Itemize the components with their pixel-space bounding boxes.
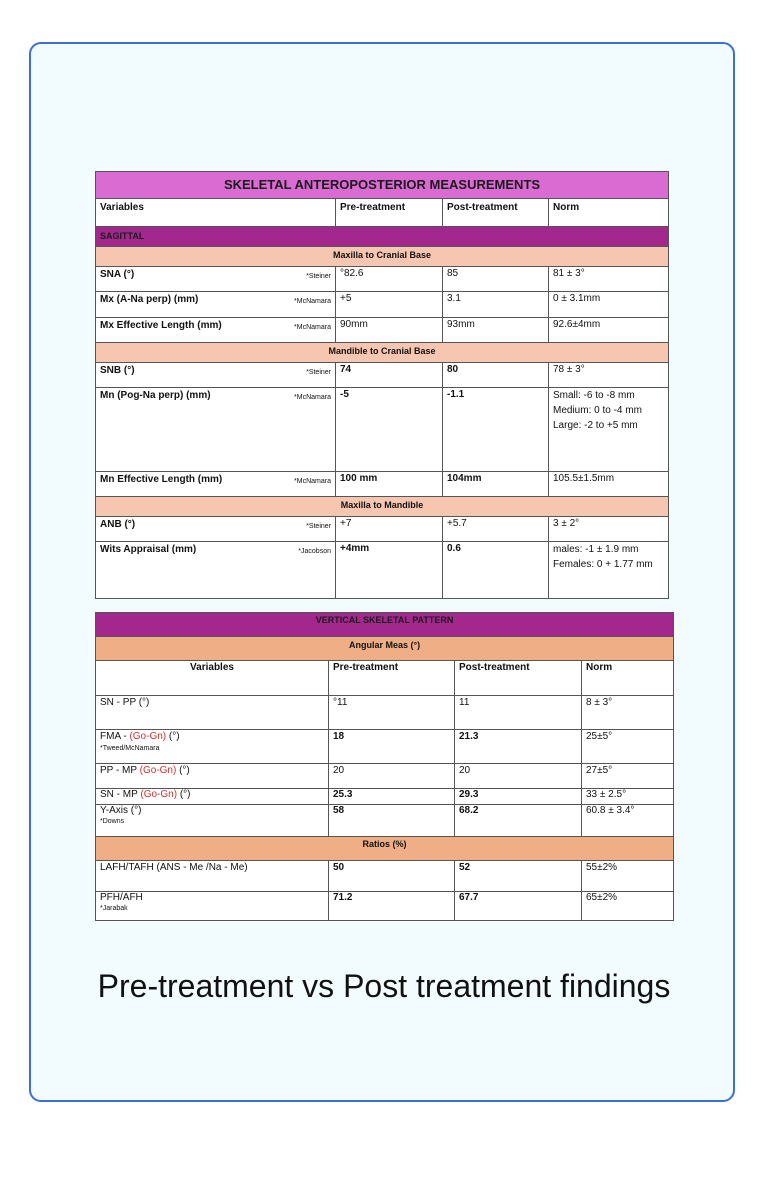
norm-line-small: Small: -6 to -8 mm [553,390,635,401]
post-value: 104mm [443,472,549,497]
norm-value: 25±5° [582,730,674,764]
group-maxilla-cranial: Maxilla to Cranial Base [96,247,669,267]
reference-label: *Steiner [306,523,331,530]
table-row [96,388,669,472]
variable-label [96,892,329,921]
variable-text: Y-Axis (°) [100,805,142,816]
table-row [96,318,669,343]
reference-label: *McNamara [294,324,331,331]
norm-value: 78 ± 3° [549,363,669,388]
pre-value: 58 [329,805,455,837]
reference-label: *McNamara [294,394,331,401]
post-value: -1.1 [443,388,549,472]
norm-value: 0 ± 3.1mm [549,292,669,318]
norm-value: 27±5° [582,764,674,789]
norm-value: 8 ± 3° [582,696,674,730]
header-norm: Norm [582,661,674,696]
reference-label: *Steiner [306,273,331,280]
vertical-skeletal-table [95,612,674,921]
norm-line-large: Large: -2 to +5 mm [553,420,638,431]
header-pre-treatment: Pre-treatment [336,199,443,227]
table-row [96,789,674,805]
unit-text: (°) [177,789,191,800]
table-row [96,696,674,730]
go-gn-label: (Go-Gn) [140,789,178,800]
table-row [96,472,669,497]
reference-label: *McNamara [294,298,331,305]
pre-value: 100 mm [336,472,443,497]
group-angular-meas: Angular Meas (°) [96,637,674,661]
pre-value: -5 [336,388,443,472]
variable-label [96,789,329,805]
skeletal-ap-table [95,171,669,599]
pre-value: 18 [329,730,455,764]
post-value: 3.1 [443,292,549,318]
table-row [96,805,674,837]
reference-label: *McNamara [294,478,331,485]
post-value: 68.2 [455,805,582,837]
reference-label: *Tweed/McNamara [100,745,160,752]
variable-label [96,764,329,789]
variable-label: Mx (A-Na perp) (mm) [100,294,199,305]
pre-value: 20 [329,764,455,789]
table-row [96,292,669,318]
pre-value: 90mm [336,318,443,343]
group-mandible-cranial: Mandible to Cranial Base [96,343,669,363]
variable-label: SNA (°) [100,269,135,280]
pre-value: °82.6 [336,267,443,292]
table-row [96,363,669,388]
post-value: 52 [455,861,582,892]
table-row [96,764,674,789]
post-value: 0.6 [443,542,549,599]
norm-line-females: Females: 0 + 1.77 mm [553,559,653,570]
header-pre-treatment: Pre-treatment [329,661,455,696]
table2-title: VERTICAL SKELETAL PATTERN [96,613,674,637]
unit-text: (°) [176,765,190,776]
norm-value: 65±2% [582,892,674,921]
variable-text: SN - MP [100,789,141,800]
table-row [96,892,674,921]
header-variables: Variables [96,661,329,696]
caption: Pre-treatment vs Post treatment findings [97,968,671,1004]
post-value: 85 [443,267,549,292]
group-ratios: Ratios (%) [96,837,674,861]
variable-label: Wits Appraisal (mm) [100,544,197,555]
post-value: 29.3 [455,789,582,805]
header-post-treatment: Post-treatment [455,661,582,696]
reference-label: *Steiner [306,369,331,376]
norm-value: 60.8 ± 3.4° [582,805,674,837]
pre-value: 71.2 [329,892,455,921]
norm-line-males: males: -1 ± 1.9 mm [553,544,639,555]
post-value: 11 [455,696,582,730]
post-value: 20 [455,764,582,789]
variable-label [96,805,329,837]
norm-value: 105.5±1.5mm [549,472,669,497]
variable-label: LAFH/TAFH (ANS - Me /Na - Me) [96,861,329,892]
go-gn-label: (Go-Gn) [139,765,177,776]
table-row [96,542,669,599]
unit-text: (°) [166,731,180,742]
variable-label: SNB (°) [100,365,135,376]
go-gn-label: (Go-Gn) [129,731,167,742]
section-sagittal: SAGITTAL [96,227,669,247]
norm-value [549,542,669,599]
table-row [96,517,669,542]
reference-label: *Jacobson [298,548,331,555]
post-value: 93mm [443,318,549,343]
table-row [96,267,669,292]
reference-label: *Downs [100,818,125,825]
variable-text: PP - MP [100,765,140,776]
header-norm: Norm [549,199,669,227]
post-value: 67.7 [455,892,582,921]
pre-value: +7 [336,517,443,542]
group-maxilla-mandible: Maxilla to Mandible [96,497,669,517]
reference-label: *Jarabak [100,905,128,912]
norm-value: 81 ± 3° [549,267,669,292]
header-post-treatment: Post-treatment [443,199,549,227]
pre-value: 74 [336,363,443,388]
pre-value: +5 [336,292,443,318]
pre-value: 50 [329,861,455,892]
norm-value: 92.6±4mm [549,318,669,343]
norm-value: 33 ± 2.5° [582,789,674,805]
norm-line-medium: Medium: 0 to -4 mm [553,405,642,416]
variable-text: PFH/AFH [100,892,143,903]
variable-label: Mx Effective Length (mm) [100,320,222,331]
norm-value [549,388,669,472]
variable-label: Mn Effective Length (mm) [100,474,223,485]
variable-label: ANB (°) [100,519,136,530]
post-value: 21.3 [455,730,582,764]
table1-title: SKELETAL ANTEROPOSTERIOR MEASUREMENTS [96,172,669,199]
pre-value: +4mm [336,542,443,599]
table-row [96,861,674,892]
pre-value: 25.3 [329,789,455,805]
variable-text: FMA - [100,731,130,742]
post-value: 80 [443,363,549,388]
header-variables: Variables [96,199,336,227]
norm-value: 55±2% [582,861,674,892]
variable-label: SN - PP (°) [96,696,329,730]
norm-value: 3 ± 2° [549,517,669,542]
variable-label [96,730,329,764]
variable-label: Mn (Pog-Na perp) (mm) [100,390,211,401]
table-row [96,730,674,764]
pre-value: °11 [329,696,455,730]
post-value: +5.7 [443,517,549,542]
